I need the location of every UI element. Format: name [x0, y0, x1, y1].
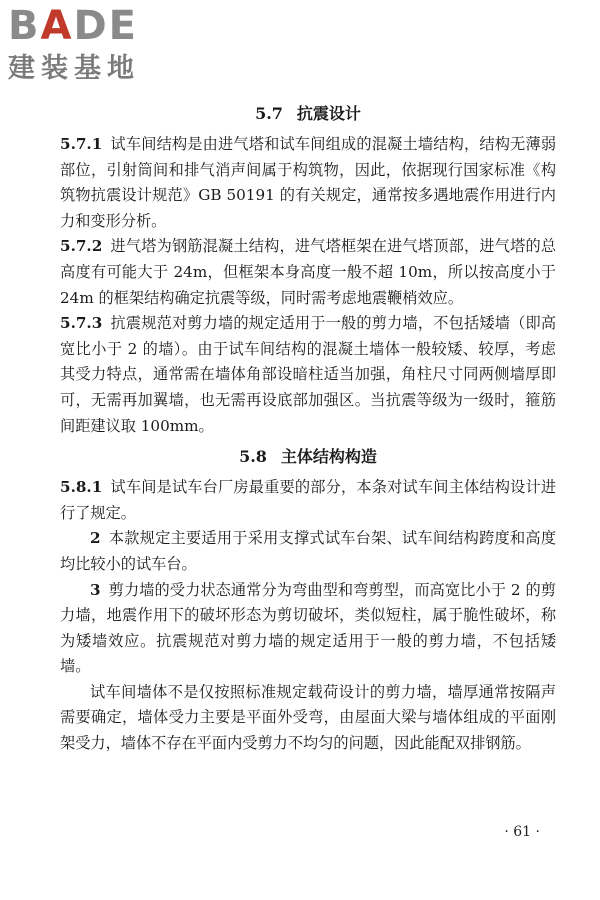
clause-5-7-2: 5.7.2 进气塔为钢筋混凝土结构，进气塔框架在进气塔顶部，进气塔的总高度有可能大于 24m，但框架本身高度一般不超 10m，所以按高度小于 24m 的框架结构确定抗震等级，同时需考虑地震鞭梢效应。	[60, 237, 556, 307]
brand-logo	[8, 4, 178, 88]
closing-paragraph: 试车间墙体不是仅按照标准规定载荷设计的剪力墙，墙厚通常按隔声需要确定，墙体受力主要是平面外受弯，由屋面大梁与墙体组成的平面刚架受力，墙体不存在平面内受剪力不均匀的问题，因此能配双排钢筋。	[60, 682, 556, 753]
clause-5-7-1: 5.7.1 试车间结构是由进气塔和试车间组成的混凝土墙结构，结构无薄弱部位，引射筒间和排气消声间属于构筑物，因此，依据现行国家标准《构筑物抗震设计规范》GB 50191 的有关规定，通常按多遇地震作用进行内力和变形分析。	[60, 135, 556, 230]
clause-5-7-3: 5.7.3 抗震规范对剪力墙的规定适用于一般的剪力墙，不包括矮墙（即高宽比小于 2 的墙）。由于试车间结构的混凝土墙体一般较矮、较厚，考虑其受力特点，通常需在墙体角部设暗柱适当加强，角柱尺寸同两侧墙厚即可，无需再加翼墙，也无需再设底部加强区。当抗震等级为一级时，箍筋间距建议取 100mm。	[60, 314, 556, 435]
section-heading-5-7: 5.7 抗震设计	[255, 104, 361, 123]
page-number: · 61 ·	[504, 824, 540, 840]
clause-5-8-1: 5.8.1 试车间是试车台厂房最重要的部分，本条对试车间主体结构设计进行了规定。	[60, 478, 556, 522]
section-heading-5-8: 5.8 主体结构构造	[239, 447, 377, 467]
clause-item-3: 3 剪力墙的受力状态通常分为弯曲型和弯剪型，而高宽比小于 2 的剪力墙，地震作用下的破坏形态为剪切破坏，类似短柱，属于脆性破坏，称为矮墙效应。抗震规范对剪力墙的规定适用于一般的剪力墙，不包括矮墙。	[60, 580, 556, 676]
page-content	[60, 96, 556, 757]
clause-item-2: 2 本款规定主要适用于采用支撑式试车台架、试车间结构跨度和高度均比较小的试车台。	[60, 529, 556, 573]
logo-subtitle: 建装基地	[8, 53, 140, 84]
logo-wordmark: BADE	[8, 3, 138, 49]
